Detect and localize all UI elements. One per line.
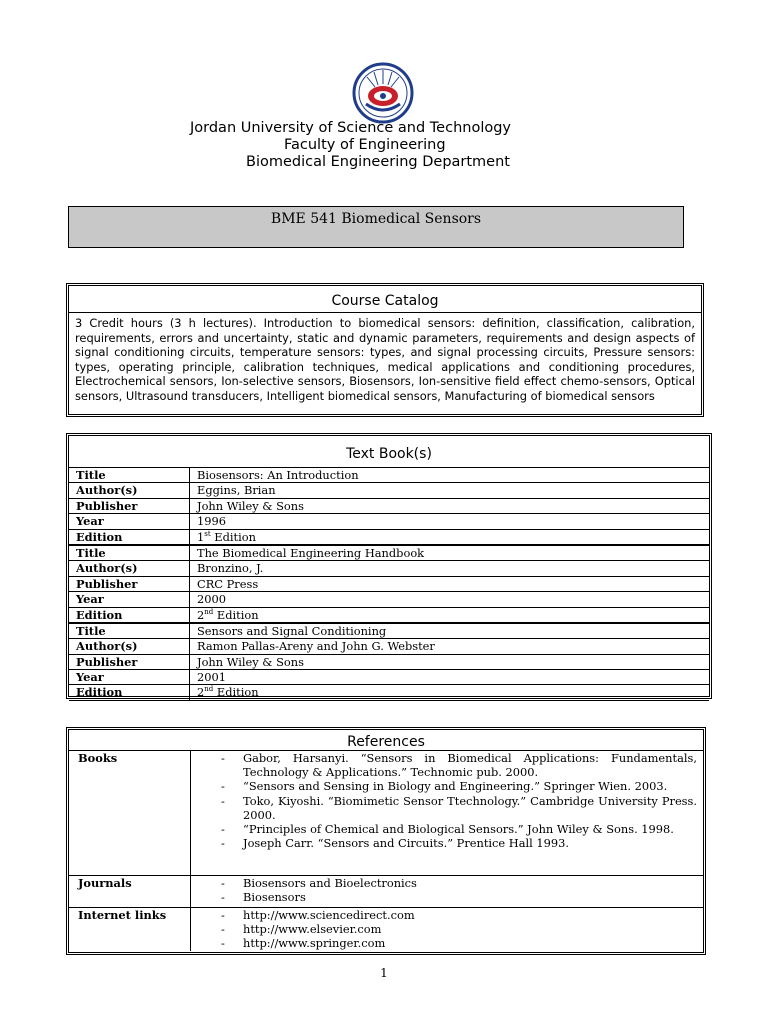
internet-links-label: Internet links bbox=[69, 908, 191, 951]
list-item: - Biosensors bbox=[191, 890, 697, 904]
table-row bbox=[69, 876, 703, 908]
page-number: 1 bbox=[380, 966, 388, 980]
textbooks-section bbox=[66, 433, 712, 699]
book-year: 2001 bbox=[190, 670, 710, 685]
book-title: The Biomedical Engineering Handbook bbox=[190, 545, 710, 561]
row-label: Author(s) bbox=[69, 561, 190, 576]
catalog-heading: Course Catalog bbox=[69, 286, 701, 313]
row-label: Edition bbox=[69, 607, 190, 623]
book-publisher: CRC Press bbox=[190, 576, 710, 591]
book-authors: Eggins, Brian bbox=[190, 483, 710, 498]
row-label: Year bbox=[69, 670, 190, 685]
book-edition: 2nd Edition bbox=[190, 607, 710, 623]
row-label: Author(s) bbox=[69, 639, 190, 654]
table-row bbox=[69, 576, 709, 591]
table-row bbox=[69, 908, 703, 951]
link-item[interactable]: - http://www.elsevier.com bbox=[191, 922, 697, 936]
table-row bbox=[69, 654, 709, 669]
internet-links-list bbox=[191, 908, 703, 951]
table-row bbox=[69, 592, 709, 607]
table-row bbox=[69, 483, 709, 498]
book-authors: Bronzino, J. bbox=[190, 561, 710, 576]
row-label: Year bbox=[69, 592, 190, 607]
catalog-text: 3 Credit hours (3 h lectures). Introduction to biomedical sensors: definition, classification, calibration, requirements, errors and uncertainty, static and dynamic parameters, requirements and design aspects of signal conditioning circuits, temperature sensors: types, and signal processing circuits, Pressure sensors: types, operating principle, calibration techniques, medical applications and conditioning procedures, Electrochemical sensors, Ion-selective sensors, Biosensors, Ion-sensitive field effect chemo-sensors, Optical sensors, Ultrasound transducers, Intelligent biomedical sensors, Manufacturing of biomedical sensors bbox=[75, 316, 695, 403]
link-item[interactable]: - http://www.springer.com bbox=[191, 936, 697, 950]
row-label: Publisher bbox=[69, 654, 190, 669]
course-title: BME 541 Biomedical Sensors bbox=[270, 211, 482, 227]
table-row bbox=[69, 468, 709, 483]
book-edition: 1st Edition bbox=[190, 529, 710, 545]
department-name: Biomedical Engineering Department bbox=[246, 154, 510, 170]
references-heading: References bbox=[69, 730, 703, 751]
table-row bbox=[69, 545, 709, 561]
book-publisher: John Wiley & Sons bbox=[190, 498, 710, 513]
row-label: Edition bbox=[69, 529, 190, 545]
book-edition: 2nd Edition bbox=[190, 685, 710, 700]
row-label: Author(s) bbox=[69, 483, 190, 498]
book-year: 2000 bbox=[190, 592, 710, 607]
table-row bbox=[69, 623, 709, 639]
table-row bbox=[69, 498, 709, 513]
book-publisher: John Wiley & Sons bbox=[190, 654, 710, 669]
book-title: Sensors and Signal Conditioning bbox=[190, 623, 710, 639]
university-name: Jordan University of Science and Technology bbox=[190, 120, 512, 136]
course-catalog-section bbox=[66, 283, 704, 417]
university-seal-icon bbox=[352, 62, 414, 124]
table-row bbox=[69, 639, 709, 654]
textbooks-heading: Text Book(s) bbox=[69, 436, 709, 468]
journals-list bbox=[191, 876, 703, 904]
table-row bbox=[69, 751, 703, 876]
row-label: Publisher bbox=[69, 576, 190, 591]
table-row bbox=[69, 670, 709, 685]
books-label: Books bbox=[69, 751, 191, 876]
table-row bbox=[69, 529, 709, 545]
link-item[interactable]: - http://www.sciencedirect.com bbox=[191, 908, 697, 922]
course-title-box bbox=[68, 206, 684, 248]
list-item: - Toko, Kiyoshi. “Biomimetic Sensor Ttechnology.” Cambridge University Press. 2000. bbox=[191, 794, 697, 822]
journals-label: Journals bbox=[69, 876, 191, 908]
book-authors: Ramon Pallas-Areny and John G. Webster bbox=[190, 639, 710, 654]
book-year: 1996 bbox=[190, 514, 710, 529]
references-table bbox=[69, 751, 703, 951]
row-label: Title bbox=[69, 545, 190, 561]
textbooks-table bbox=[69, 468, 709, 701]
row-label: Edition bbox=[69, 685, 190, 700]
row-label: Year bbox=[69, 514, 190, 529]
table-row bbox=[69, 685, 709, 700]
references-section bbox=[66, 727, 706, 955]
list-item: - Biosensors and Bioelectronics bbox=[191, 876, 697, 890]
table-row bbox=[69, 561, 709, 576]
row-label: Title bbox=[69, 468, 190, 483]
row-label: Publisher bbox=[69, 498, 190, 513]
faculty-name: Faculty of Engineering bbox=[284, 137, 446, 153]
list-item: - Gabor, Harsanyi. “Sensors in Biomedical Applications: Fundamentals, Technology & Applications.” Technomic pub. 2000. bbox=[191, 751, 697, 779]
list-item: - Joseph Carr. “Sensors and Circuits.” Prentice Hall 1993. bbox=[191, 836, 697, 850]
list-item: - “Principles of Chemical and Biological Sensors.” John Wiley & Sons. 1998. bbox=[191, 822, 697, 836]
row-label: Title bbox=[69, 623, 190, 639]
table-row bbox=[69, 514, 709, 529]
reference-books-list bbox=[191, 751, 703, 850]
table-row bbox=[69, 607, 709, 623]
book-title: Biosensors: An Introduction bbox=[190, 468, 710, 483]
list-item: - “Sensors and Sensing in Biology and Engineering.” Springer Wien. 2003. bbox=[191, 779, 697, 793]
